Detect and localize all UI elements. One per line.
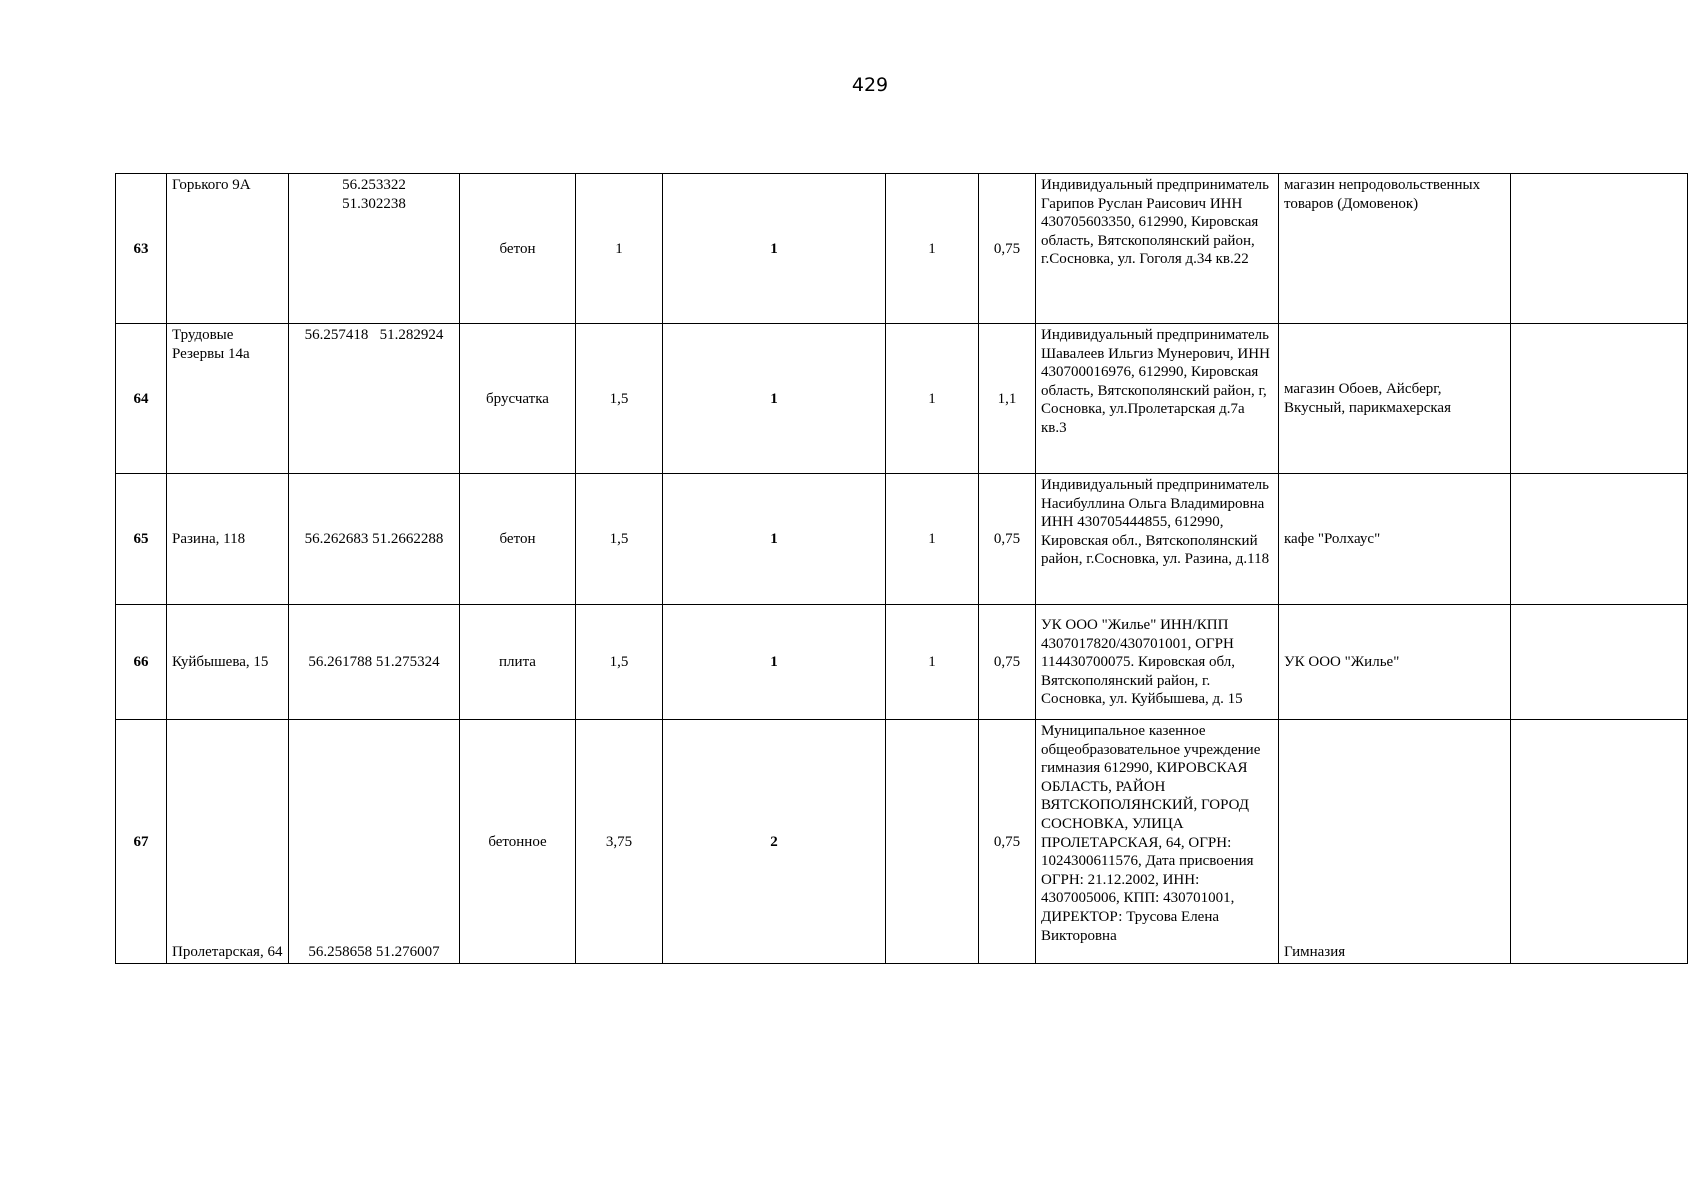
containers-cell: 1 [663,174,886,324]
longitude: 51.302238 [342,195,406,212]
count-cell: 1 [886,474,979,605]
object-cell: магазин Обоев, Айсберг, Вкусный, парикмахерская [1279,324,1511,474]
surface-cell: бетон [460,474,576,605]
count-cell: 1 [886,174,979,324]
volume-cell: 0,75 [979,474,1036,605]
extra-cell [1511,174,1688,324]
volume-cell: 0,75 [979,174,1036,324]
area-cell: 1,5 [576,605,663,720]
object-cell: УК ООО "Жилье" [1279,605,1511,720]
containers-cell: 1 [663,605,886,720]
row-number: 64 [116,324,167,474]
table-row [116,174,1688,324]
owner-cell: Муниципальное казенное общеобразовательное учреждение гимназия 612990, КИРОВСКАЯ ОБЛАСТЬ, РАЙОН ВЯТСКОПОЛЯНСКИЙ, ГОРОД СОСНОВКА, УЛИЦА ПРОЛЕТАРСКАЯ, 64, ОГРН: 1024300611576, Дата присвоения ОГРН: 21.12.2002, ИНН: 4307005006, КПП: 430701001, ДИРЕКТОР: Трусова Елена Викторовна [1036,720,1279,964]
extra-cell [1511,324,1688,474]
surface-cell: бетонное [460,720,576,964]
table-row [116,324,1688,474]
row-number: 63 [116,174,167,324]
area-cell: 1,5 [576,474,663,605]
extra-cell [1511,720,1688,964]
container-sites-table [115,173,1688,964]
table-row [116,720,1688,964]
object-cell: магазин непродовольственных товаров (Домовенок) [1279,174,1511,324]
page-number: 429 [851,74,889,96]
area-cell: 3,75 [576,720,663,964]
row-number: 67 [116,720,167,964]
area-cell: 1,5 [576,324,663,474]
table-row [116,474,1688,605]
count-cell: 1 [886,605,979,720]
coordinates-cell: 56.262683 51.2662288 [289,474,460,605]
volume-cell: 0,75 [979,605,1036,720]
surface-cell: бетон [460,174,576,324]
coordinates-cell: 56.258658 51.276007 [289,720,460,964]
count-cell [886,720,979,964]
owner-cell: Индивидуальный предприниматель Шавалеев Ильгиз Мунерович, ИНН 430700016976, 612990, Кировская область, Вятскополянский район, г, Сосновка, ул.Пролетарская д.7а кв.3 [1036,324,1279,474]
table-row [116,605,1688,720]
surface-cell: плита [460,605,576,720]
containers-cell: 1 [663,324,886,474]
volume-cell: 1,1 [979,324,1036,474]
volume-cell: 0,75 [979,720,1036,964]
row-number: 65 [116,474,167,605]
coordinates-cell: 56.257418 51.282924 [289,324,460,474]
address-cell: Трудовые Резервы 14а [167,324,289,474]
row-number: 66 [116,605,167,720]
area-cell: 1 [576,174,663,324]
extra-cell [1511,605,1688,720]
object-cell: Гимназия [1279,720,1511,964]
coordinates-cell [289,174,460,324]
owner-cell: Индивидуальный предприниматель Гарипов Руслан Раисович ИНН 430705603350, 612990, Кировская область, Вятскополянский район, г.Сосновка, ул. Гоголя д.34 кв.22 [1036,174,1279,324]
owner-cell: Индивидуальный предприниматель Насибуллина Ольга Владимировна ИНН 430705444855, 612990, Кировская обл., Вятскополянский район, г.Сосновка, ул. Разина, д.118 [1036,474,1279,605]
address-cell: Куйбышева, 15 [167,605,289,720]
count-cell: 1 [886,324,979,474]
address-cell: Пролетарская, 64 [167,720,289,964]
coordinates-cell: 56.261788 51.275324 [289,605,460,720]
owner-cell: УК ООО "Жилье" ИНН/КПП 4307017820/430701001, ОГРН 114430700075. Кировская обл, Вятскополянский район, г. Сосновка, ул. Куйбышева, д. 15 [1036,605,1279,720]
extra-cell [1511,474,1688,605]
object-cell: кафе "Ролхаус" [1279,474,1511,605]
address-cell: Горького 9А [167,174,289,324]
surface-cell: брусчатка [460,324,576,474]
containers-cell: 2 [663,720,886,964]
latitude: 56.253322 [342,177,406,193]
address-cell: Разина, 118 [167,474,289,605]
containers-cell: 1 [663,474,886,605]
